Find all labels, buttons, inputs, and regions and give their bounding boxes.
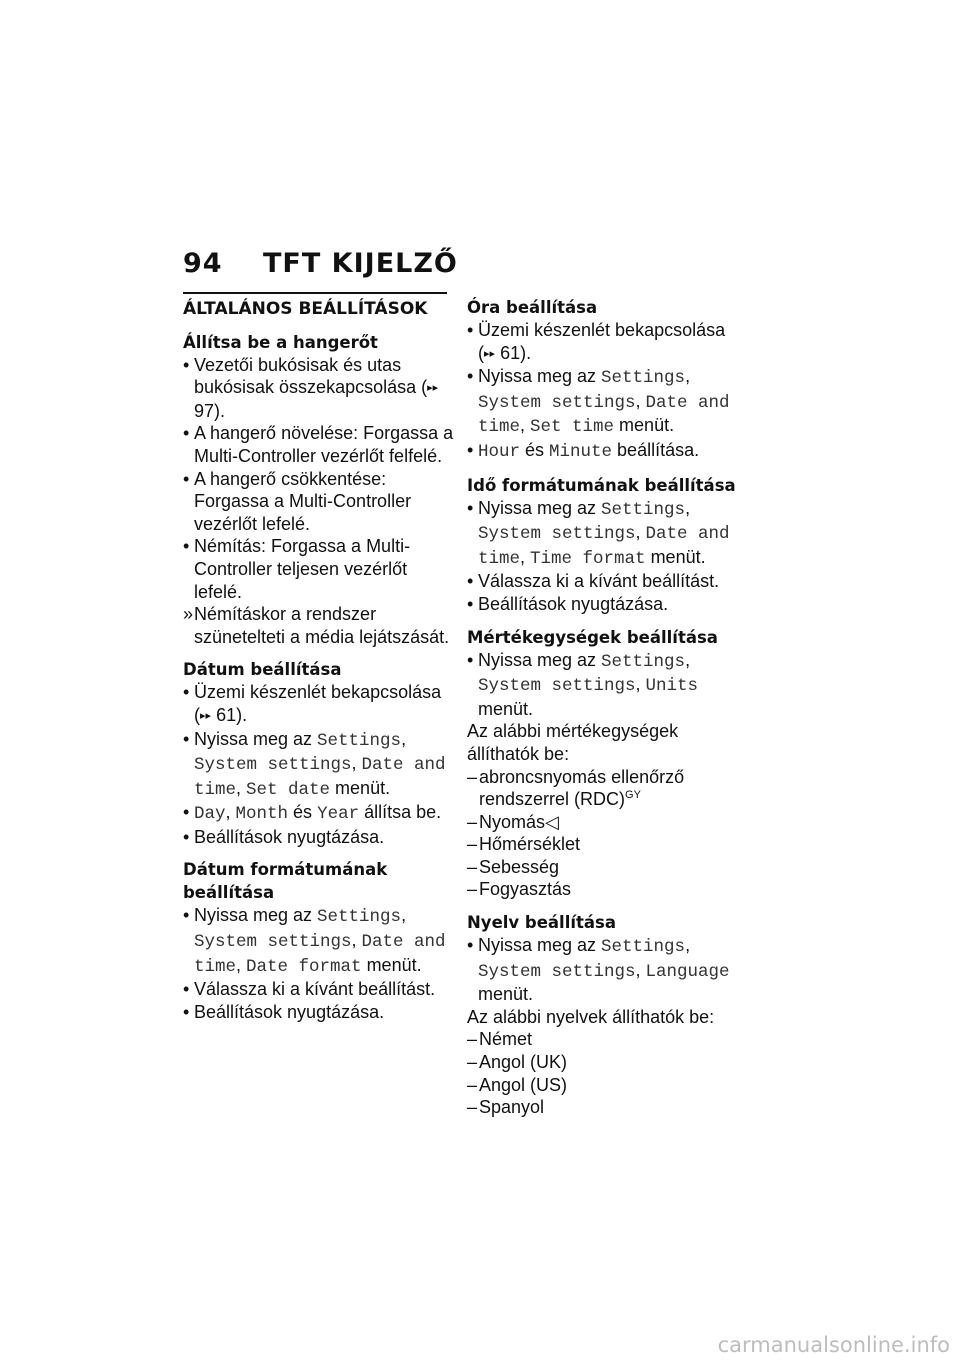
list-item: • Nyissa meg az Settings, System settings, Units menüt. — [467, 649, 699, 719]
list-item: • Nyissa meg az Settings, System settings, Date and time, Time format menüt. — [467, 497, 730, 569]
menu-path: Date format — [246, 956, 362, 977]
list-item: – Spanyol — [467, 1097, 545, 1118]
menu-path: Set time — [530, 417, 615, 438]
chapter-title: TFT KIJELZŐ — [263, 248, 458, 279]
menu-path: Hour — [478, 441, 521, 462]
list-item: – Fogyasztás — [467, 879, 572, 900]
watermark-link[interactable]: carmanualsonline.info — [717, 1333, 950, 1357]
menu-path: Date and time — [194, 755, 446, 800]
list-item: • Üzemi készenlét bekapcsolása (▸▸ 61). — [183, 682, 442, 725]
list-item: • Beállítások nyugtázása. — [467, 593, 669, 614]
menu-path: System settings — [194, 932, 352, 953]
clock-heading: Óra beállítása — [467, 298, 598, 317]
page-ref-icon: ▸▸ — [427, 382, 439, 395]
left-column — [183, 296, 455, 1023]
region-mark: GY — [625, 789, 641, 802]
menu-path: Date and time — [194, 932, 446, 977]
menu-path: Language — [645, 961, 730, 982]
section-title: ÁLTALÁNOS BEÁLLÍTÁSOK — [183, 299, 428, 319]
list-item: – Sebesség — [467, 856, 560, 877]
language-intro: Az alábbi nyelvek állíthatók be: — [467, 1006, 715, 1027]
list-item: • Nyissa meg az Settings, System settings, Date and time, Set time menüt. — [467, 366, 730, 438]
date-format-heading: Dátum formátumának beállítása — [183, 860, 388, 903]
menu-path: Settings — [601, 651, 686, 672]
list-item: • A hangerő csökkentése: Forgassa a Multi-Controller vezérlőt lefelé. — [183, 468, 412, 534]
clock-list — [467, 319, 747, 464]
menu-path: Settings — [601, 499, 686, 520]
time-format-heading: Idő formátumának beállítása — [467, 475, 736, 495]
page-number: 94 — [183, 248, 223, 279]
menu-path: Month — [235, 804, 289, 825]
menu-path: Time format — [530, 548, 646, 569]
note-item: » Némításkor a rendszer szünetelteti a média lejátszását. — [183, 604, 450, 647]
list-item: • Némítás: Forgassa a Multi-Controller teljesen vezérlőt lefelé. — [183, 536, 411, 602]
language-options — [467, 1028, 747, 1118]
volume-list — [183, 354, 455, 649]
list-item: • Day, Month és Year állítsa be. — [183, 802, 442, 825]
menu-path: Date and time — [478, 392, 730, 438]
header-rule — [183, 292, 447, 294]
menu-path: Settings — [317, 907, 402, 928]
menu-path: Set date — [246, 779, 331, 800]
language-heading: Nyelv beállítása — [467, 913, 616, 933]
list-item: – Hőmérséklet — [467, 834, 581, 855]
page-ref-icon: ▸▸ — [200, 709, 212, 722]
units-options — [467, 766, 747, 902]
menu-path: Year — [317, 804, 360, 825]
list-item: – Nyomás◁ — [467, 811, 559, 832]
menu-path: Units — [645, 676, 699, 697]
list-item: – Angol (UK) — [467, 1052, 568, 1073]
menu-path: Settings — [317, 730, 402, 751]
date-heading: Dátum beállítása — [183, 660, 342, 680]
list-item: • Nyissa meg az Settings, System settings, Date and time, Date format menüt. — [183, 905, 446, 977]
page-header — [183, 248, 458, 279]
menu-path: System settings — [478, 961, 636, 982]
list-item: • Beállítások nyugtázása. — [183, 826, 385, 847]
date-list — [183, 681, 455, 848]
list-item: – Angol (US) — [467, 1074, 568, 1095]
page-reference[interactable]: 97 — [194, 400, 215, 421]
list-item: • Válassza ki a kívánt beállítást. — [183, 979, 436, 1000]
language-steps — [467, 934, 747, 1006]
list-item: • Vezetői bukósisak és utas bukósisak összekapcsolása (▸▸ 97). — [183, 354, 439, 421]
list-item: • Válassza ki a kívánt beállítást. — [467, 571, 720, 592]
date-format-list — [183, 904, 455, 1023]
page-reference[interactable]: 61 — [216, 704, 237, 725]
volume-heading: Állítsa be a hangerőt — [183, 332, 378, 352]
units-heading: Mértékegységek beállítása — [467, 627, 718, 647]
page-reference[interactable]: 61 — [500, 342, 521, 363]
menu-path: Settings — [601, 937, 686, 958]
menu-path: System settings — [478, 524, 636, 545]
page-ref-icon: ▸▸ — [484, 347, 496, 360]
list-item: • Üzemi készenlét bekapcsolása (▸▸ 61). — [467, 320, 726, 363]
menu-path: Settings — [601, 368, 686, 389]
menu-path: System settings — [478, 676, 636, 697]
list-item: – abroncsnyomás ellenőrző rendszerrel (RDC)$^{GY}$ — [467, 766, 685, 810]
units-steps — [467, 649, 747, 721]
menu-path: Minute — [549, 441, 613, 462]
list-item: – Német — [467, 1029, 533, 1050]
list-item: • Nyissa meg az Settings, System settings, Date and time, Set date menüt. — [183, 728, 446, 800]
list-item: • Hour és Minute beállítása. — [467, 439, 700, 462]
menu-path: System settings — [194, 755, 352, 776]
menu-path: System settings — [478, 392, 636, 413]
display-mark-icon: ◁ — [545, 811, 559, 832]
menu-path: Date and time — [478, 524, 730, 569]
menu-path: Day — [194, 804, 226, 825]
units-intro: Az alábbi mértékegységek állíthatók be: — [467, 721, 679, 764]
list-item: • A hangerő növelése: Forgassa a Multi-Controller vezérlőt felfelé. — [183, 423, 454, 466]
time-format-list — [467, 497, 747, 616]
list-item: • Beállítások nyugtázása. — [183, 1001, 385, 1022]
right-column — [467, 296, 747, 1119]
list-item: • Nyissa meg az Settings, System settings, Language menüt. — [467, 935, 730, 1005]
